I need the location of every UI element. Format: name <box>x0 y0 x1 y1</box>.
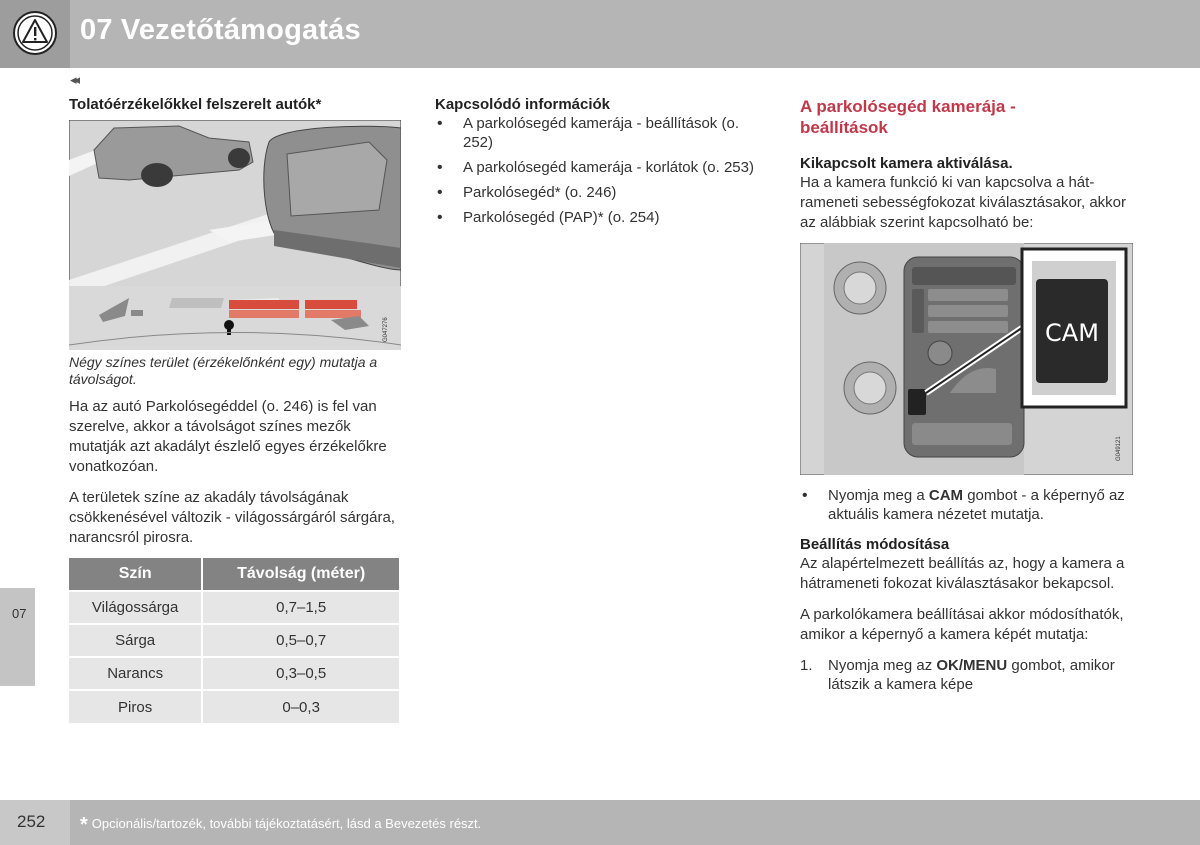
cam-instruction-text-end: gombot - a képernyő az aktuális kamera nézetet mutatja. <box>828 487 1125 523</box>
step-text-end: gombot, amikor látszik a kamera képe <box>828 657 1115 693</box>
figure-code-1: G047276 <box>383 317 389 342</box>
column-right-lower <box>800 486 1135 694</box>
table-cell-distance: 0,7–1,5 <box>202 591 399 624</box>
paragraph-parking-aid: Ha az autó Parkolósegéddel (o. 246) is fel van szerelve, akkor a távolságot színes mezők mutatják azt akadályt észlelő egyes érzékelőkre vonatkozóan. <box>69 398 387 475</box>
table-row <box>69 591 399 624</box>
distance-color-table <box>69 558 399 723</box>
page-number: 252 <box>17 812 46 831</box>
table-cell-distance: 0,5–0,7 <box>202 624 399 657</box>
subheading-change-setting: Beállítás módosítása <box>800 536 950 553</box>
column-middle <box>435 96 765 233</box>
footnote <box>80 814 481 837</box>
warning-icon <box>12 10 58 56</box>
figure-code-2: G049121 <box>1116 436 1122 461</box>
table-cell-color: Sárga <box>69 624 202 657</box>
side-chapter-label: 07 <box>12 606 27 621</box>
table-row <box>69 624 399 657</box>
ok-menu-button-name: OK/MENU <box>936 657 1008 674</box>
table-cell-distance: 0–0,3 <box>202 690 399 723</box>
related-link[interactable]: • Parkolósegéd* (o. 246) <box>435 183 765 202</box>
table-row <box>69 690 399 723</box>
section-title-camera-settings: A parkolósegéd kamerája - beállítások <box>800 97 1016 137</box>
table-cell-color: Világossárga <box>69 591 202 624</box>
related-info-heading: Kapcsolódó információk <box>435 96 611 113</box>
footnote-star: * <box>80 814 88 836</box>
step-item <box>800 656 1135 694</box>
body-text-left <box>69 397 401 548</box>
cam-instruction-list <box>800 486 1135 524</box>
table-row <box>69 657 399 690</box>
back-nav-icon[interactable]: ◂◂ <box>70 72 78 87</box>
footnote-text: Opcionális/tartozék, további tájékoztatásért, lásd a Bevezetés részt. <box>91 816 482 831</box>
table-cell-color: Narancs <box>69 657 202 690</box>
related-links-list <box>435 114 765 227</box>
table-cell-color: Piros <box>69 690 202 723</box>
cam-button-label: CAM <box>1045 319 1099 347</box>
parking-sensor-illustration <box>69 120 401 350</box>
side-chapter-tab <box>0 588 35 686</box>
table-header-distance: Távolság (méter) <box>202 558 399 591</box>
cam-button-illustration <box>800 243 1133 475</box>
related-link[interactable]: • Parkolósegéd (PAP)* (o. 254) <box>435 208 765 227</box>
paragraph-color-change: A területek színe az akadály távolságának csökkenésével változik - világossárgáról sárgára, narancsról pirosra. <box>69 489 395 546</box>
paragraph-modify-settings: A parkolókamera beállításai akkor módosíthatók, amikor a képernyő a kamera képét mutatja: <box>800 606 1124 643</box>
step-number: 1. <box>800 657 813 674</box>
chapter-title: 07 Vezetőtámogatás <box>80 14 361 46</box>
column-left <box>69 96 401 113</box>
paragraph-activate-camera: Ha a kamera funkció ki van kapcsolva a hátrameneti sebességfokozat kiválasztásakor, akkor az alábbiak szerint kapcsolható be: <box>800 174 1126 231</box>
table-cell-distance: 0,3–0,5 <box>202 657 399 690</box>
subheading-activate-camera: Kikapcsolt kamera aktiválása. <box>800 155 1013 172</box>
related-link[interactable]: • A parkolósegéd kamerája - korlátok (o. 253) <box>435 158 765 177</box>
table-header-color: Szín <box>69 558 202 591</box>
cam-instruction-text: Nyomja meg a <box>828 487 929 504</box>
column-right <box>800 96 1135 233</box>
paragraph-default-setting: Az alapértelmezett beállítás az, hogy a kamera a hátrameneti fokozat kiválasztásakor bekapcsol. <box>800 555 1125 592</box>
cam-button-name: CAM <box>928 487 964 504</box>
figure-caption: Négy színes terület (érzékelőnként egy) mutatja a távolságot. <box>69 354 378 387</box>
cam-instruction <box>800 486 1135 524</box>
section-heading-sensors: Tolatóérzékelőkkel felszerelt autók* <box>69 96 322 113</box>
related-link[interactable]: • A parkolósegéd kamerája - beállítások (o. 252) <box>435 114 765 152</box>
step-text: Nyomja meg az <box>828 657 937 674</box>
